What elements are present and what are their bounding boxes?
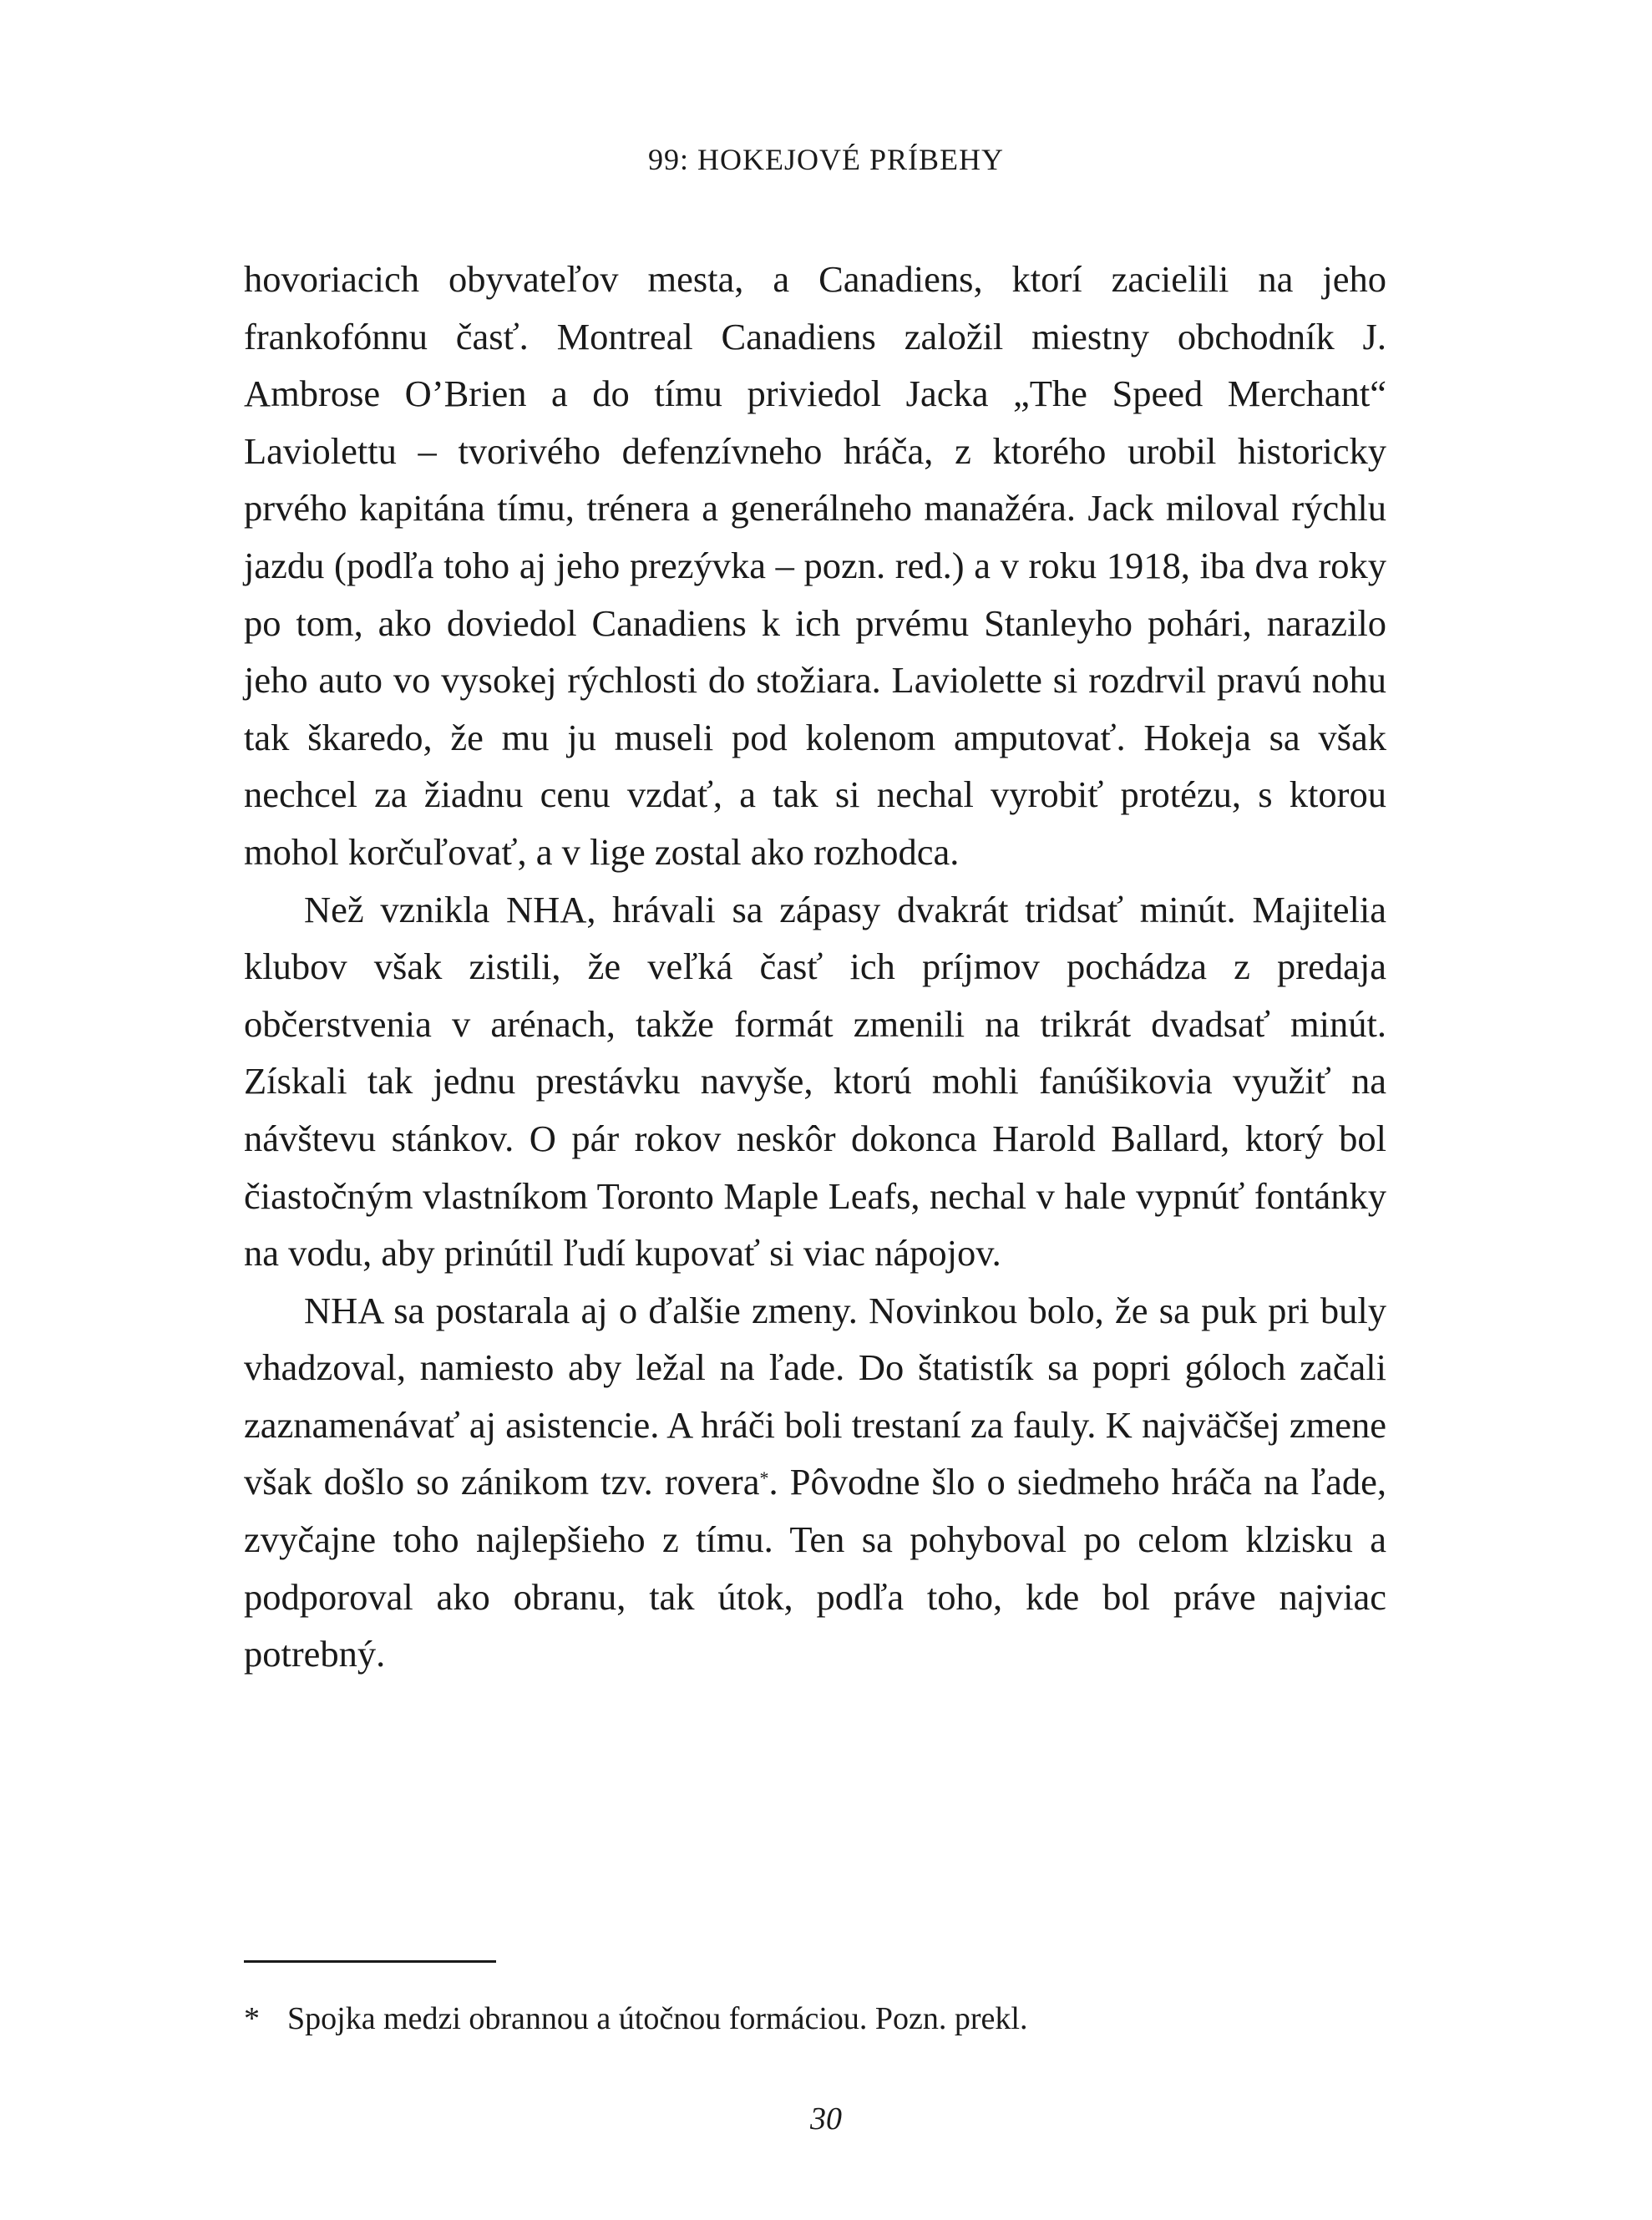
paragraph <box>244 1282 1386 1683</box>
footnote-text: Spojka medzi obrannou a útočnou formáciou. Pozn. prekl. <box>287 2001 1028 2036</box>
paragraph-text: NHA sa postarala aj o ďalšie zmeny. Novinkou bolo, že sa puk pri buly vhadzoval, namiesto aby ležal na ľade. Do štatistík sa popri góloch začali zaznamenávať aj asistencie. A hráči boli trestaní za fauly. K najväčšej zmene však došlo so zánikom tzv. rovera <box>244 1289 1386 1503</box>
paragraph-text: . Pôvodne šlo o siedmeho hráča na ľade, zvyčajne toho najlepšieho z tímu. Ten sa pohyboval po celom klzisku a podporoval ako obranu, tak útok, podľa toho, kde bol práve najviac potrebný. <box>244 1461 1386 1675</box>
paragraph: Než vznikla NHA, hrávali sa zápasy dvakrát tridsať minút. Majitelia klubov však zistili, že veľká časť ich príjmov pochádza z predaja občerstvenia v arénach, takže formát zmenili na trikrát dvadsať minút. Získali tak jednu prestávku navyše, ktorú mohli fanúšikovia využiť na návštevu stánkov. O pár rokov neskôr dokonca Harold Ballard, ktorý bol čiastočným vlastníkom Toronto Maple Leafs, nechal v hale vypnúť fontánky na vodu, aby prinútil ľudí kupovať si viac nápojov. <box>244 888 1386 1275</box>
footnote-marker: * <box>244 2001 260 2036</box>
paragraph: hovoriacich obyvateľov mesta, a Canadiens, ktorí zacielili na jeho frankofónnu časť. Montreal Canadiens založil miestny obchodník J. Ambrose O’Brien a do tímu priviedol Jacka „The Speed Merchant“ Laviolettu – tvorivého defenzívneho hráča, z ktorého urobil historicky prvého kapitána tímu, trénera a generálneho manažéra. Jack miloval rýchlu jazdu (podľa toho aj jeho prezývka – pozn. red.) a v roku 1918, iba dva roky po tom, ako doviedol Canadiens k ich prvému Stanleyho pohári, narazilo jeho auto vo vysokej rýchlosti do stožiara. Laviolette si rozdrvil pravú nohu tak škaredo, že mu ju museli pod kolenom amputovať. Hokeja sa však nechcel za žiadnu cenu vzdať, a tak si nechal vyrobiť protézu, s ktorou mohol korčuľovať, a v lige zostal ako rozhodca. <box>244 258 1386 873</box>
footnote-rule <box>244 1960 496 1963</box>
page-number: 30 <box>810 2101 842 2136</box>
running-head: 99: HOKEJOVÉ PRÍBEHY <box>647 143 1004 176</box>
body-text <box>244 251 1386 1683</box>
footnote <box>244 1999 1027 2039</box>
footnote-reference: * <box>759 1467 769 1489</box>
